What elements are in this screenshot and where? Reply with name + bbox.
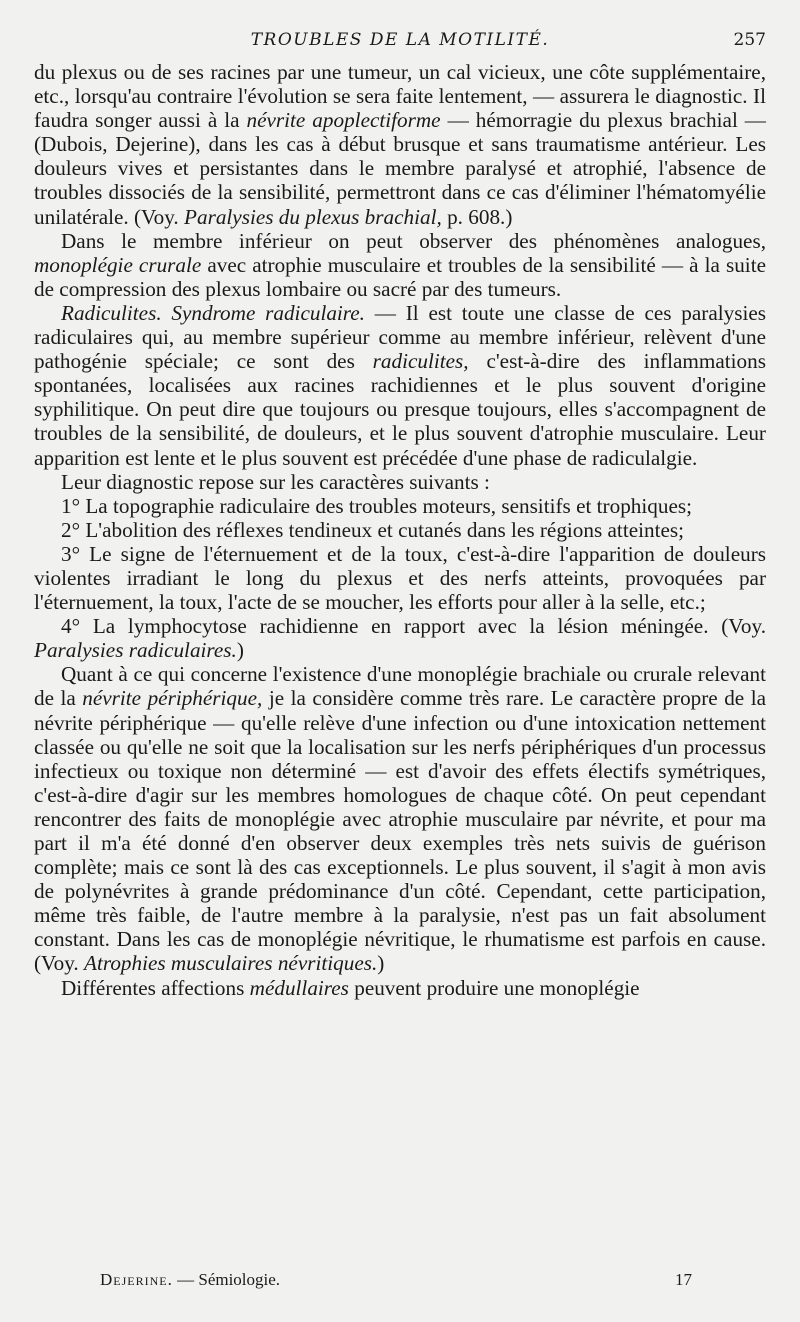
- paragraph-5: [34, 662, 766, 975]
- page-number: 257: [733, 30, 766, 50]
- text-run: Dans le membre inférieur on peut observer des phénomènes analogues,: [61, 228, 766, 253]
- text-run: Quant à ce qui concerne l'existence d'une monoplégie brachiale ou crurale relevant de la: [34, 662, 766, 711]
- text-run: — Il est toute une classe de ces paralysies radiculaires qui, au membre supérieur comme au membre inférieur, relèvent d'une pathogénie spéciale; ce sont des: [34, 300, 767, 374]
- text-run: ): [236, 638, 244, 663]
- text-run: je la considère comme très rare. Le caractère propre de la névrite périphérique — qu'elle relève d'une infection ou d'une intoxication nettement classée ou qu'elle ne soit que la localisation sur les nerfs périphériques d'un processus infectieux ou toxique non déterminé — est d'avoir des effets électifs symétriques, c'est-à-dire d'agir sur les membres homologues de chaque côté. On peut cependant rencontrer des faits de monoplégie avec atrophie musculaire par névrite, et pour ma part il m'a été donné d'en observer deux exemples très nets suivis de guérison complète; mais ce sont là des cas exceptionnels. Le plus souvent, il s'agit à mon avis de polynévrites à grande prédominance d'un côté. Cependant, cette participation, même très faible, de l'autre membre à la paralysie, n'est pas un fait absolument constant. Dans les cas de monoplégie névritique, le rhumatisme est parfois en cause. (Voy.: [34, 686, 766, 976]
- cross-reference: Atrophies musculaires névritiques.: [84, 951, 378, 976]
- paragraph-4: Leur diagnostic repose sur les caractères suivants :: [61, 469, 490, 494]
- text-run: avec atrophie musculaire et troubles de la sensibilité — à la suite de compression des plexus lombaire ou sacré par des tumeurs.: [34, 252, 766, 301]
- text-run: Différentes affections: [61, 975, 250, 1000]
- page-footer: [100, 1270, 692, 1290]
- text-run: peuvent produire une monoplégie: [348, 975, 640, 1000]
- paragraph-2: [34, 229, 766, 301]
- footer-author: Dejerine.: [100, 1270, 173, 1289]
- text-run: — hémorragie du plexus brachial — (Dubois, Dejerine), dans les cas à début brusque et sans traumatisme antérieur. Les douleurs vives et persistantes dans le membre paralysé et atrophié, l'absence de troubles dissociés de la sensibilité, permettront dans ce cas d'éliminer l'hématomyélie unilatérale. (Voy.: [34, 108, 766, 229]
- italic-term: névrite apoplectiforme: [246, 108, 441, 133]
- list-item-2: 2° L'abolition des réflexes tendineux et cutanés dans les régions atteintes;: [61, 517, 685, 542]
- page-header: [34, 24, 766, 60]
- cross-reference: Paralysies du plexus brachial,: [184, 204, 442, 229]
- text-run: c'est-à-dire des inflammations spontanées, localisées aux racines rachidiennes et le plus souvent d'origine syphilitique. On peut dire que toujours ou presque toujours, elles s'accompagnent de troubles de la sensibilité, de douleurs, et le plus souvent d'atrophie musculaire. Leur apparition est lente et le plus souvent est précédée d'une phase de radiculalgie.: [34, 349, 766, 470]
- list-item-3: 3° Le signe de l'éternuement et de la toux, c'est-à-dire l'apparition de douleurs violentes irradiant le long du plexus et des nerfs atteints, provoquées par l'éternuement, la toux, l'acte de se moucher, les efforts pour aller à la selle, etc.;: [34, 541, 766, 615]
- text-run: p. 608.): [441, 204, 513, 229]
- signature-mark: 17: [675, 1270, 692, 1289]
- body-text: [34, 60, 766, 1000]
- text-run: ): [377, 951, 385, 976]
- list-item-1: 1° La topographie radiculaire des troubles moteurs, sensitifs et trophiques;: [61, 493, 692, 518]
- paragraph-6: [34, 976, 766, 1000]
- italic-term: névrite périphérique,: [82, 686, 263, 711]
- running-title: TROUBLES DE LA MOTILITÉ.: [250, 30, 550, 50]
- paragraph-3: [34, 301, 766, 470]
- italic-term: monoplégie crurale: [34, 252, 202, 277]
- italic-term: médullaires: [249, 975, 349, 1000]
- footer-book-title: — Sémiologie.: [172, 1270, 281, 1289]
- cross-reference: Paralysies radiculaires.: [34, 638, 237, 663]
- text-run: du plexus ou de ses racines par une tumeur, un cal vicieux, une côte supplémentaire, etc., lorsqu'au contraire l'évolution se sera faite lentement, — assurera le diagnostic. Il faudra songer aussi à la: [34, 60, 766, 133]
- section-heading: Radiculites. Syndrome radiculaire.: [61, 300, 365, 325]
- paragraph-1: [34, 60, 766, 229]
- italic-term: radiculites,: [372, 349, 469, 374]
- text-run: 4° La lymphocytose rachidienne en rapport avec la lésion méningée. (Voy.: [61, 614, 766, 639]
- list-item-4: [34, 614, 766, 662]
